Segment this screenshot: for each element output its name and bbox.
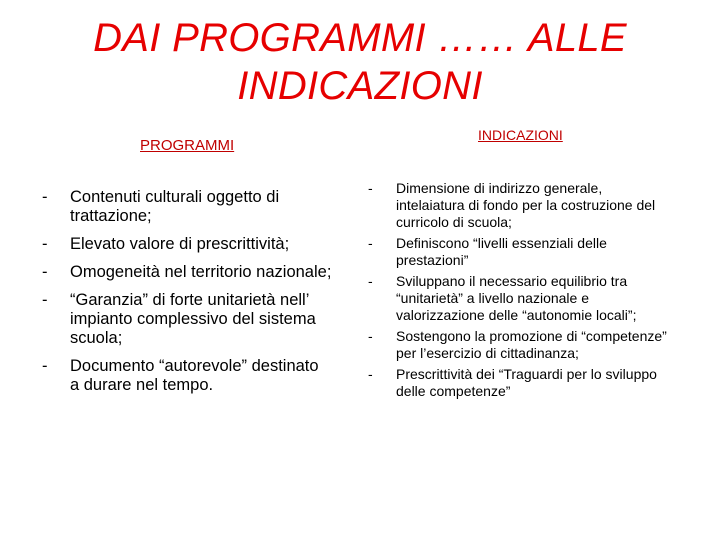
bullet-dash: - <box>42 291 48 309</box>
list-item <box>368 366 673 400</box>
programmi-list <box>42 188 332 404</box>
indicazioni-list <box>368 180 673 404</box>
indicazioni-heading: INDICAZIONI <box>478 127 563 143</box>
list-item-text: Dimensione di indirizzo generale, intelaiatura di fondo per la costruzione del curricolo di scuola; <box>396 180 656 230</box>
bullet-dash: - <box>42 188 48 206</box>
list-item <box>42 357 332 395</box>
list-item <box>368 328 673 362</box>
bullet-dash: - <box>42 263 48 281</box>
bullet-dash: - <box>42 235 48 253</box>
list-item <box>42 263 332 282</box>
list-item-text: Sostengono la promozione di “competenze” per l’esercizio di cittadinanza; <box>396 328 667 361</box>
list-item-text: Definiscono “livelli essenziali delle prestazioni” <box>396 235 607 268</box>
list-item-text: “Garanzia” di forte unitarietà nell’ impianto complessivo del sistema scuola; <box>70 291 316 347</box>
list-item-text: Omogeneità nel territorio nazionale; <box>70 263 332 281</box>
bullet-dash: - <box>368 328 373 344</box>
list-item <box>368 180 673 231</box>
bullet-dash: - <box>368 366 373 382</box>
bullet-dash: - <box>368 273 373 289</box>
bullet-dash: - <box>42 357 48 375</box>
list-item <box>368 273 673 324</box>
list-item-text: Sviluppano il necessario equilibrio tra “unitarietà” a livello nazionale e valorizzazione delle “autonomie locali”; <box>396 273 637 323</box>
list-item-text: Elevato valore di prescrittività; <box>70 235 290 253</box>
list-item-text: Contenuti culturali oggetto di trattazione; <box>70 188 280 225</box>
list-item <box>42 291 332 348</box>
bullet-dash: - <box>368 235 373 251</box>
list-item-text: Documento “autorevole” destinato a durare nel tempo. <box>70 357 319 394</box>
list-item-text: Prescrittività dei “Traguardi per lo sviluppo delle competenze” <box>396 366 657 399</box>
bullet-dash: - <box>368 180 373 196</box>
list-item <box>42 188 332 226</box>
slide-title: DAI PROGRAMMI …… ALLE INDICAZIONI <box>93 16 627 108</box>
programmi-heading: PROGRAMMI <box>140 137 235 154</box>
list-item <box>42 235 332 254</box>
list-item <box>368 235 673 269</box>
